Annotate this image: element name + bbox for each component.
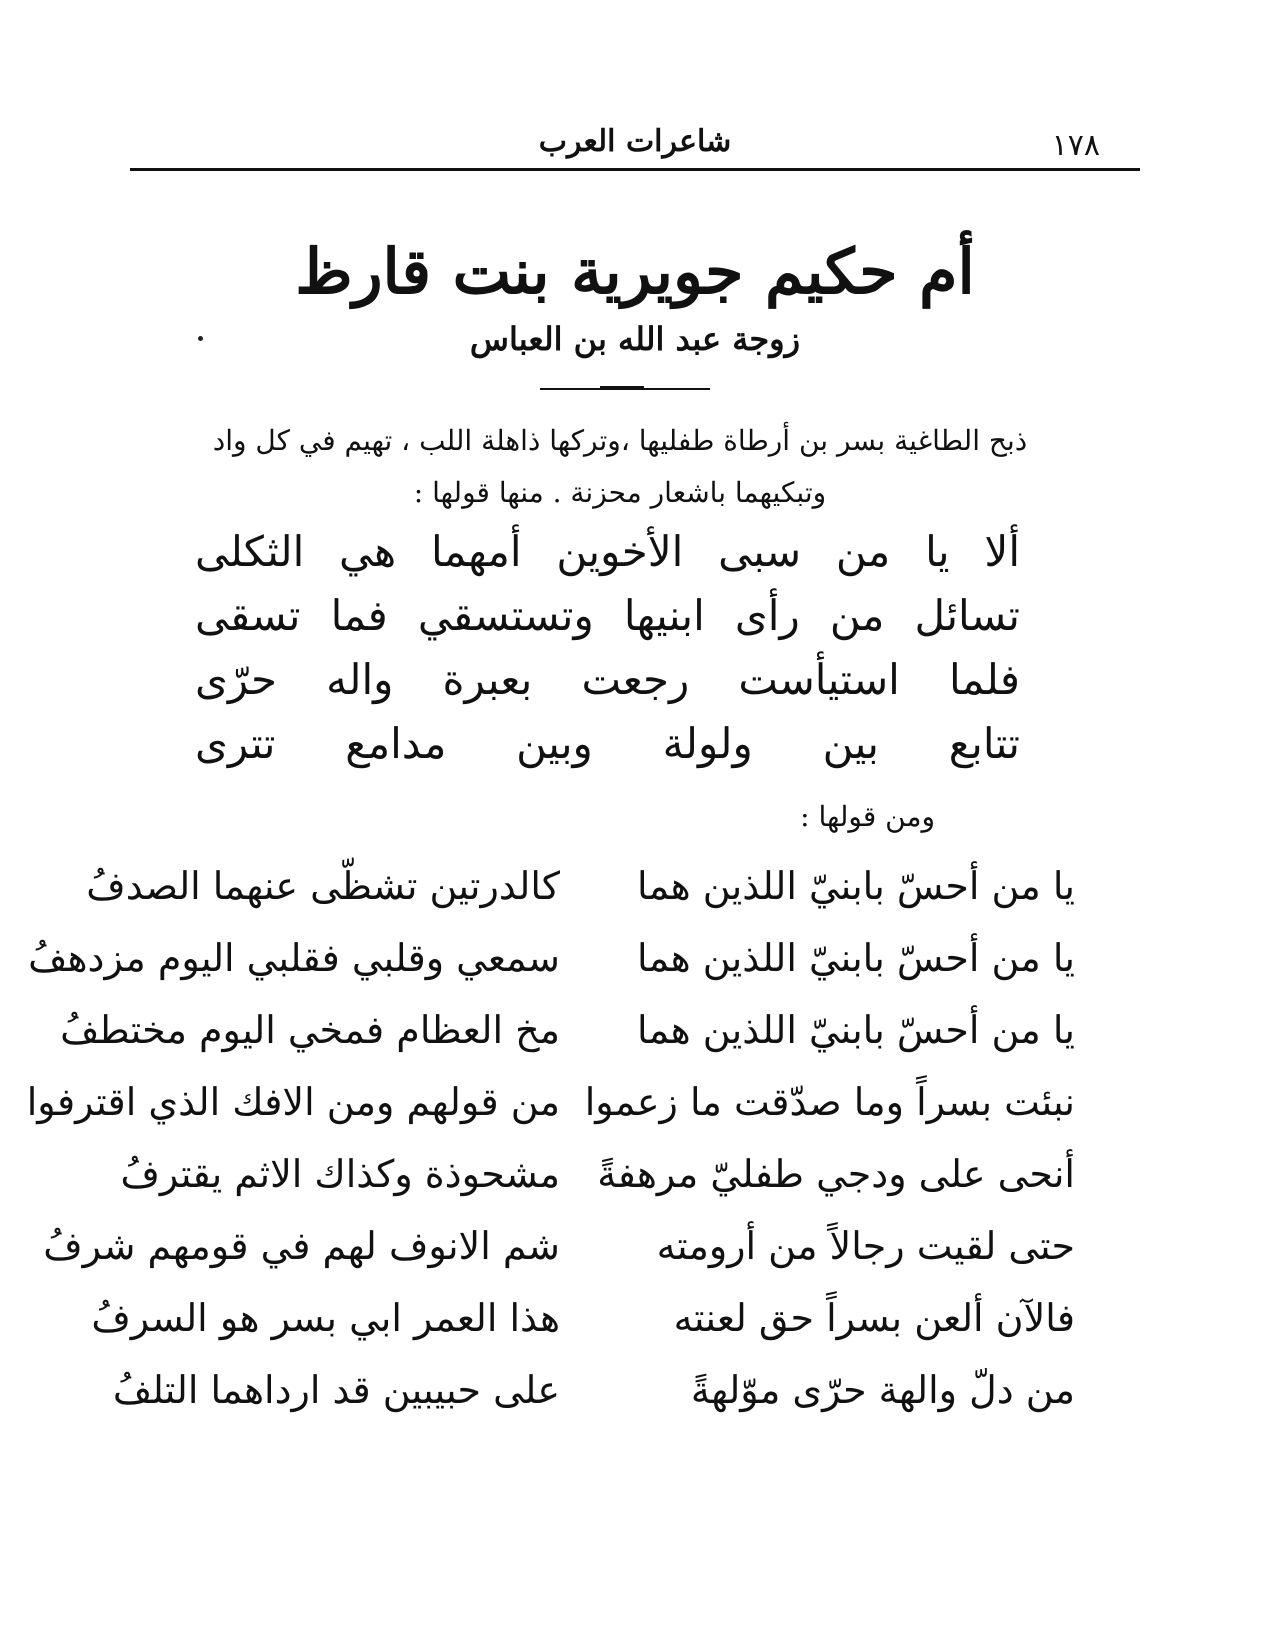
- intro-line: ذبح الطاغية بسر بن أرطاة طفليها ،وتركها ذاهلة اللب ، تهيم في كل واد: [212, 424, 1028, 457]
- book-title: شاعرات العرب: [538, 124, 732, 159]
- second-hemistich: شم الانوف لهم في قومهم شرفُ: [43, 1224, 560, 1268]
- couplet: [91, 1282, 1075, 1354]
- poem-verse: تسائل من رأى ابنيها وتستسقي فما تسقى: [195, 591, 1020, 640]
- intro-paragraph: [180, 415, 1060, 519]
- first-hemistich: نبئت بسراً وما صدّقت ما زعموا: [584, 1080, 1075, 1124]
- first-hemistich: فالآن ألعن بسراً حق لعنته: [673, 1296, 1075, 1340]
- couplet: [110, 1138, 1075, 1210]
- couplet: [26, 1066, 1075, 1138]
- poem-verse: فلما استيأست رجعت بعبرة واله حرّى: [195, 655, 1020, 704]
- poet-name-heading: أم حكيم جويرية بنت قارظ: [295, 235, 975, 308]
- intro-line: وتبكيهما باشعار محزنة . منها قولها :: [413, 476, 827, 509]
- transition-text: ومن قولها :: [800, 800, 935, 833]
- poem-verse: تتابع بين ولولة وبين مدامع تترى: [195, 719, 1020, 768]
- second-hemistich: مخ العظام فمخي اليوم مختطفُ: [60, 1008, 560, 1052]
- second-hemistich: كالدرتين تشظّى عنهما الصدفُ: [86, 864, 560, 908]
- page-number: ١٧٨: [1051, 128, 1100, 163]
- second-hemistich: من قولهم ومن الافك الذي اقترفوا: [26, 1080, 560, 1124]
- first-hemistich: يا من أحسّ بابنيّ اللذين هما: [637, 1008, 1075, 1052]
- first-hemistich: أنحى على ودجي طفليّ مرهفةً: [597, 1152, 1075, 1196]
- title-ornament-rule: [540, 388, 710, 390]
- second-hemistich: مشحوذة وكذاك الاثم يقترفُ: [120, 1152, 560, 1196]
- poem-one: [195, 520, 1020, 776]
- first-hemistich: يا من أحسّ بابنيّ اللذين هما: [637, 936, 1075, 980]
- couplet: [43, 1210, 1075, 1282]
- second-hemistich: هذا العمر ابي بسر هو السرفُ: [91, 1296, 560, 1340]
- second-hemistich: على حبيبين قد ارداهما التلفُ: [112, 1368, 560, 1412]
- running-header: [130, 118, 1140, 168]
- first-hemistich: يا من أحسّ بابنيّ اللذين هما: [637, 864, 1075, 908]
- poem-two: [26, 850, 1075, 1426]
- first-hemistich: حتى لقيت رجالاً من أرومته: [656, 1224, 1075, 1268]
- couplet: [60, 994, 1075, 1066]
- couplet: [110, 1354, 1075, 1426]
- couplet: [28, 922, 1075, 994]
- header-rule: [130, 168, 1140, 171]
- poet-subtitle: زوجة عبد الله بن العباس: [469, 320, 801, 358]
- first-hemistich: من دلّ والهة حرّى موّلهةً: [690, 1368, 1075, 1412]
- couplet: [86, 850, 1075, 922]
- second-hemistich: سمعي وقلبي فقلبي اليوم مزدهفُ: [28, 936, 560, 980]
- poem-verse: ألا يا من سبى الأخوين أمهما هي الثكلى: [195, 527, 1020, 576]
